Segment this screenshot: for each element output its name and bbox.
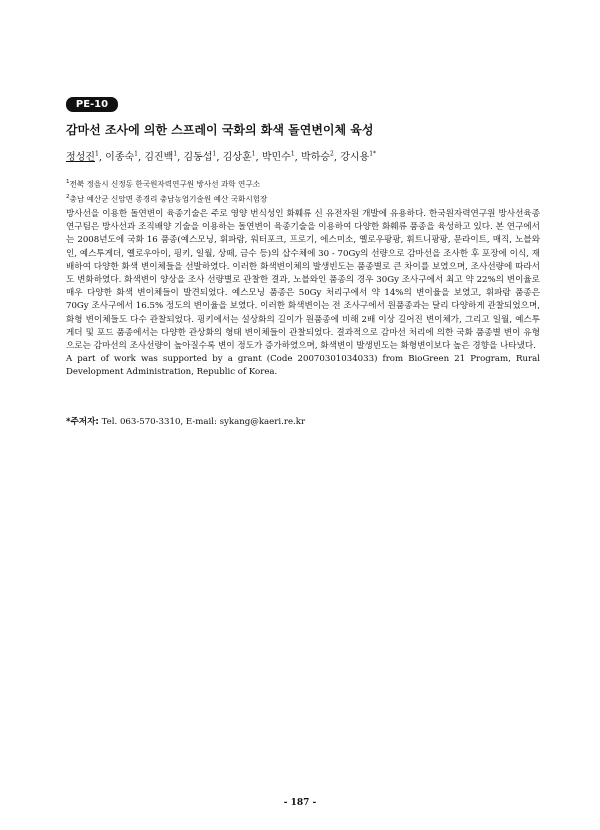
page-number: - 187 - bbox=[283, 798, 317, 808]
corresponding-author bbox=[66, 415, 540, 427]
affiliation-list bbox=[66, 176, 546, 205]
author-affil-mark: 1 bbox=[173, 150, 178, 158]
contact-label: *주저자: bbox=[66, 417, 99, 427]
author-name: 강시용 bbox=[340, 152, 370, 163]
author-name: 정성진 bbox=[66, 152, 95, 163]
author-affil-mark: 1 bbox=[251, 150, 256, 158]
acknowledgement: A part of work was supported by a grant (Code 20070301034033) from BioGreen 21 Program, Rural Development Administration, Republic of Korea. bbox=[66, 354, 540, 378]
affiliation-item bbox=[66, 176, 546, 191]
author-name: 김동섭 bbox=[183, 152, 213, 163]
author-name: 박민수 bbox=[261, 152, 291, 163]
author-affil-mark: 1 bbox=[134, 150, 138, 158]
author-name: 이종숙 bbox=[105, 152, 135, 163]
affiliation-mark: 1 bbox=[66, 179, 70, 185]
session-badge: PE-10 bbox=[66, 97, 118, 112]
abstract-paragraph: 방사선을 이용한 돌연변이 육종기술은 주로 영양 번식성인 화훼류 신 유전자원 개발에 유용하다. 한국원자력연구원 방사선육종연구팀은 방사선과 조직배양 기술을 이용하는 돌연변이 육종기술을 이용하여 다양한 화훼류 품종을 육성하고 있다. 본 연구에서는 2008년도에 국화 16 품종(예스모닝, 휘파람, 워터포크, 프로기, 에스미소, 옐로우팡팡, 휘트니팡팡, 문라이트, 매직, 노블와인, 예스투게더, 옐로우아이, 핑키, 일월, 상떼, 금수 등)의 삽수체에 30 - 70Gy의 선량으로 감마선을 조사한 후 포장에 이식, 재배하여 다양한 화색 변이체들을 선발하였다. 이러한 화색변이체의 발생빈도는 품종별로 큰 차이를 보였으며, 조사선량에 따라서도 변화하였다. 화색변이 양상을 조사 선량별로 관찰한 결과, 노블와인 품종의 경우 30Gy 조사구에서 최고 약 22%의 변이율로 매우 다양한 화색 변이체들이 발견되었다. 예스모닝 품종은 50Gy 처리구에서 약 14%의 변이율을 보였고, 휘파람 품종은 70Gy 조사구에서 16.5% 정도의 변이율을 보였다. 이러한 화색변이는 전 조사구에서 원품종과는 달리 다양하게 관찰되었으며, 화형 변이체들도 다수 관찰되었다. 핑키에서는 설상화의 길이가 원품종에 비해 2배 이상 길어진 변이체가, 그리고 일월, 예스투게더 및 포드 품종에서는 다양한 관상화의 형태 변이체들이 관찰되었다. 결과적으로 감마선 처리에 의한 국화 품종별 변이 유형으로는 감마선의 조사선량이 높아질수록 변이 정도가 증가하였으며, 화색변이 발생빈도는 화형변이보다 높은 경향을 나타냈다. bbox=[66, 209, 540, 352]
author-affil-mark: 1 bbox=[212, 150, 217, 158]
affiliation-text: 전북 정읍시 신정동 한국원자력연구원 방사선 과학 연구소 bbox=[69, 179, 261, 189]
affiliation-text: 충남 예산군 신암면 종경리 충남농업기술원 예산 국화시험장 bbox=[69, 194, 268, 204]
author-affil-mark: 1 bbox=[290, 150, 295, 158]
author-affil-mark: 1* bbox=[369, 150, 377, 158]
author-affil-mark: 1 bbox=[94, 150, 99, 158]
author-list: 정성진$^1$, 이종숙$^1$, 김진백$^1$, 김동섭$^1$, 김상훈$^1$, 박민수$^1$, 박하승$^2$, 강시용$^{1*}$ bbox=[66, 150, 377, 163]
affiliation-item bbox=[66, 191, 546, 206]
author-affil-mark: 2 bbox=[330, 150, 334, 158]
contact-info: Tel. 063-570-3310, E-mail: sykang@kaeri.re.kr bbox=[101, 417, 306, 427]
author-name: 김진백 bbox=[144, 152, 174, 163]
author-name: 김상훈 bbox=[222, 152, 252, 163]
abstract-body bbox=[66, 208, 540, 380]
author-name: 박하승 bbox=[301, 152, 331, 163]
affiliation-mark: 2 bbox=[66, 193, 70, 200]
paper-title: 감마선 조사에 의한 스프레이 국화의 화색 돌연변이체 육성 bbox=[66, 123, 374, 137]
